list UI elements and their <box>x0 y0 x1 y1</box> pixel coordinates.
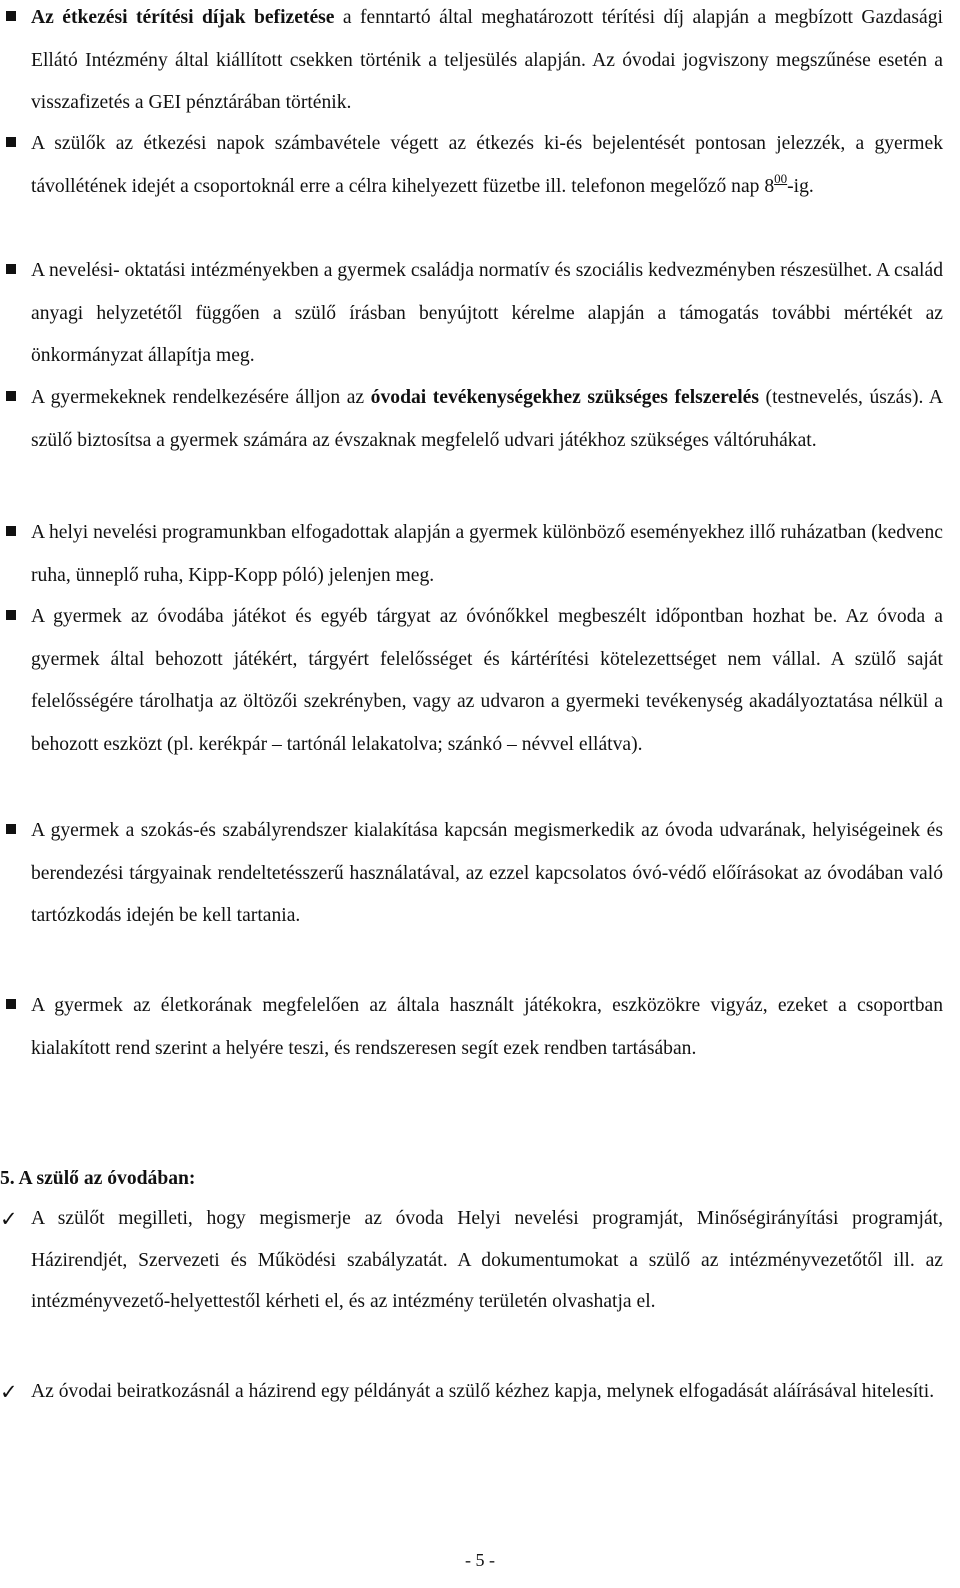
list-item-text-end: (testnevelés, úszás). A szülő biztosítsa a gyermek számára az évszaknak megfelelő udvari játékhoz szükséges váltóruhákat. <box>31 387 944 451</box>
list-item-text: A nevelési- oktatási intézményekben a gyermek családja normatív és szociális kedvezményben részesülhet. A család anyagi helyzetétől függően a szülő írásban benyújtott kérelme alapján a támogatás további mértékét az önkormányzat állapítja meg. <box>31 260 943 367</box>
list-item-text: A helyi nevelési programunkban elfogadottak alapján a gyermek különböző eseményekhez illő ruházatban (kedvenc ruha, ünneplő ruha, Kipp-Kopp póló) jelenjen meg. <box>31 522 943 586</box>
list-item-meal-fee-payment <box>31 0 943 125</box>
list-item-text: A gyermek az életkorának megfelelően az általa használt játékokra, eszközökre vigyáz, ezeket a csoportban kialakított rend szerint a helyére teszi, és rendszeresen segít ezek rendben tartásában. <box>31 995 943 1059</box>
list-item-meal-registration <box>31 123 943 209</box>
checkmark-icon: ✓ <box>0 1380 18 1404</box>
list-item-rules <box>31 810 943 938</box>
time-superscript: 00 <box>774 170 788 186</box>
check-item-text: Az óvodai beiratkozásnál a házirend egy példányát a szülő kézhez kapja, melynek elfogadását aláírásával hitelesíti. <box>31 1381 935 1402</box>
bold-phrase: óvodai tevékenységekhez szükséges felszerelés <box>370 387 759 408</box>
list-item-text: A szülők az étkezési napok számbavétele végett az étkezés ki-és bejelentését pontosan jelezzék, a gyermek távollétének idejét a csoportoknál erre a célra kihelyezett füzetbe ill. telefonon megelőző nap 8 <box>31 133 943 197</box>
list-item-tidying <box>31 985 943 1070</box>
list-item-text: A gyermek a szokás-és szabályrendszer kialakítása kapcsán megismerkedik az óvoda udvarának, helyiségeinek és berendezési tárgyainak rendeltetésszerű használatával, az ezzel kapcsolatos óvó-védő előírásokat az óvodában való tartózkodás idején be kell tartania. <box>31 820 943 927</box>
list-item-text: a fenntartó által meghatározott térítési díj alapján a megbízott Gazdasági Ellátó Intézmény által kiállított csekken történik a teljesülés alapján. Az óvodai jogviszony megszűnése esetén a visszafizetés a GEI pénztárában történik. <box>31 7 943 114</box>
list-item-equipment <box>31 377 943 462</box>
list-item-text: A gyermek az óvodába játékot és egyéb tárgyat az óvónőkkel megbeszélt időpontban hozhat be. Az óvoda a gyermek által behozott játékért, tárgyért felelősséget és kártérítési kötelezettséget nem vállal. A szülő saját felelősségére tárolhatja az öltözői szekrényben, vagy az udvaron a gyermeki tevékenység akadályoztatása nélkül a behozott eszközt (pl. kerékpár – tartónál lelakatolva; szánkó – névvel ellátva). <box>31 606 943 756</box>
checkmark-icon: ✓ <box>0 1207 18 1231</box>
check-item-documents <box>0 1198 943 1323</box>
check-item-text: A szülőt megilleti, hogy megismerje az óvoda Helyi nevelési programját, Minőségirányítási programját, Házirendjét, Szervezeti és Működési szabályzatát. A dokumentumokat a szülő az intézményvezetőtől ill. az intézményvezető-helyettestől kérheti el, és az intézmény területén olvashatja el. <box>31 1208 943 1313</box>
list-item-clothing <box>31 512 943 597</box>
section-heading: 5. A szülő az óvodában: <box>0 1168 196 1189</box>
bold-lead: Az étkezési térítési díjak befizetése <box>31 7 335 28</box>
list-item-discounts <box>31 250 943 378</box>
page-number: - 5 - <box>465 1550 495 1570</box>
list-item-toys <box>31 596 943 767</box>
list-item-text-end: -ig. <box>787 175 814 197</box>
check-item-enrollment <box>0 1371 943 1413</box>
list-item-text: A gyermekeknek rendelkezésére álljon az <box>31 387 371 408</box>
